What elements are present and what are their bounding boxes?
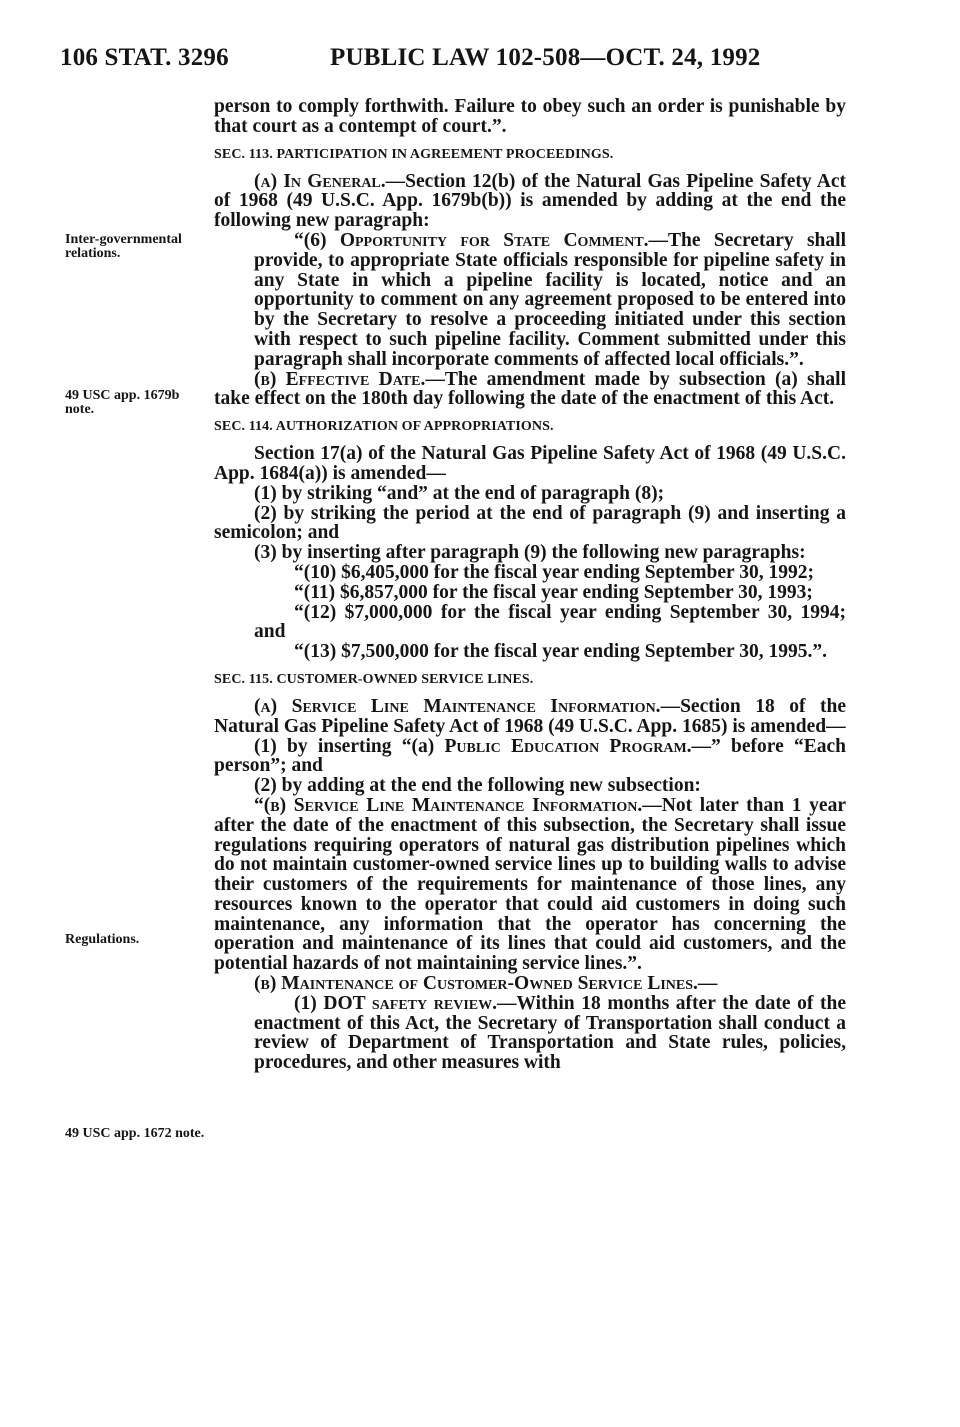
paragraph-114-3: (3) by inserting after paragraph (9) the following new paragraphs: — [254, 542, 806, 564]
paragraph-115-1 — [214, 737, 846, 777]
paragraph-115b-1 — [214, 994, 846, 1073]
inserted-heading: Public Education Program. — [444, 735, 692, 757]
paragraph-text: —Section 12(b) of the Natural Gas Pipeline Safety Act of 1968 (49 U.S.C. App. 1679b(b)) is amended by adding at the end the following new paragraph: — [214, 170, 846, 232]
paragraph-heading: (1) DOT safety review. — [294, 992, 497, 1014]
page-stat-number: 106 STAT. 3296 — [60, 44, 229, 71]
paragraph-text: —Within 18 months after the date of the enactment of this Act, the Secretary of Transportation shall conduct a review of Department of Transportation and State rules, policies, procedures, and other measures with — [254, 992, 846, 1074]
paragraph-dash: — — [697, 973, 718, 995]
paragraph-text: —The Secretary shall provide, to appropriate State officials responsible for pipeline safety in any State in which a pipeline facility is located, notice and an opportunity to comment on any agreement proposed to be entered into by the Secretary to resolve a proceeding initiated under this section with respect to such pipeline facility. Comment submitted under this paragraph shall incorporate comments of affected local officials.”. — [254, 229, 846, 370]
paragraph-text: —The amendment made by subsection (a) shall take effect on the 180th day following the date of the enactment of this Act. — [214, 368, 846, 410]
paragraph-114-11: “(11) $6,857,000 for the fiscal year ending September 30, 1993; — [294, 581, 813, 603]
paragraph-113a — [214, 172, 846, 231]
paragraph-114-13: “(13) $7,500,000 for the fiscal year ending September 30, 1995.”. — [294, 641, 827, 663]
margin-note-usc-1679b: 49 USC app. 1679b note. — [65, 388, 180, 417]
subsection-heading: (a) In General. — [254, 170, 386, 192]
subsection-heading: “(b) Service Line Maintenance Information. — [254, 794, 643, 816]
paragraph-continuation: person to comply forthwith. Failure to obey such an order is punishable by that court as a contempt of court.”. — [214, 96, 846, 137]
section-115-heading: SEC. 115. CUSTOMER-OWNED SERVICE LINES. — [214, 671, 534, 687]
section-113-heading: SEC. 113. PARTICIPATION IN AGREEMENT PROCEEDINGS. — [214, 146, 614, 162]
paragraph-114: Section 17(a) of the Natural Gas Pipeline Safety Act of 1968 (49 U.S.C. App. 1684(a)) is amended— — [214, 443, 846, 484]
running-head: PUBLIC LAW 102-508—OCT. 24, 1992 — [330, 44, 761, 71]
paragraph-114-2: (2) by striking the period at the end of paragraph (9) and inserting a semicolon; and — [214, 502, 846, 544]
paragraph-text: —Not later than 1 year after the date of the enactment of this subsection, the Secretary shall issue regulations requiring operators of natural gas distribution pipelines which do not maintain customer-owned service lines up to building walls to advise their customers of the requirements for maintenance of those lines, any resources known to the operator that could aid customers in doing such maintenance, any information that the operator has concerning the operation and maintenance of its lines that could aid customers, and the potential hazards of not maintaining service lines.”. — [214, 794, 846, 975]
paragraph-115-new-b — [214, 796, 846, 974]
paragraph-115a — [214, 697, 846, 737]
subsection-heading: (b) Effective Date. — [254, 368, 426, 390]
margin-note-regulations: Regulations. — [65, 932, 140, 947]
margin-note-intergovernmental: Inter-governmental relations. — [65, 232, 182, 261]
paragraph-text: —Section 18 of the Natural Gas Pipeline Safety Act of 1968 (49 U.S.C. App. 1685) is amended— — [214, 695, 846, 737]
paragraph-114-10: “(10) $6,405,000 for the fiscal year ending September 30, 1992; — [294, 561, 814, 583]
body-text — [214, 97, 846, 1073]
paragraph-text: (1) by inserting “(a) — [254, 735, 445, 757]
paragraph-115-2: (2) by adding at the end the following new subsection: — [254, 775, 701, 797]
paragraph-heading: “(6) Opportunity for State Comment. — [294, 229, 649, 251]
paragraph-114-1: (1) by striking “and” at the end of paragraph (8); — [254, 482, 665, 504]
paragraph-115b — [214, 974, 846, 994]
paragraph-114-12: “(12) $7,000,000 for the fiscal year ending September 30, 1994; and — [254, 601, 846, 643]
paragraph-113-6 — [214, 231, 846, 370]
subsection-heading: (a) Service Line Maintenance Information. — [254, 695, 661, 717]
paragraph-113b — [214, 370, 846, 410]
subsection-heading: (b) Maintenance of Customer-Owned Service Lines. — [254, 973, 698, 995]
paragraph-text: —” before “Each person”; and — [214, 735, 846, 777]
margin-note-usc-1672: 49 USC app. 1672 note. — [65, 1126, 205, 1141]
section-114-heading: SEC. 114. AUTHORIZATION OF APPROPRIATIONS. — [214, 419, 554, 435]
